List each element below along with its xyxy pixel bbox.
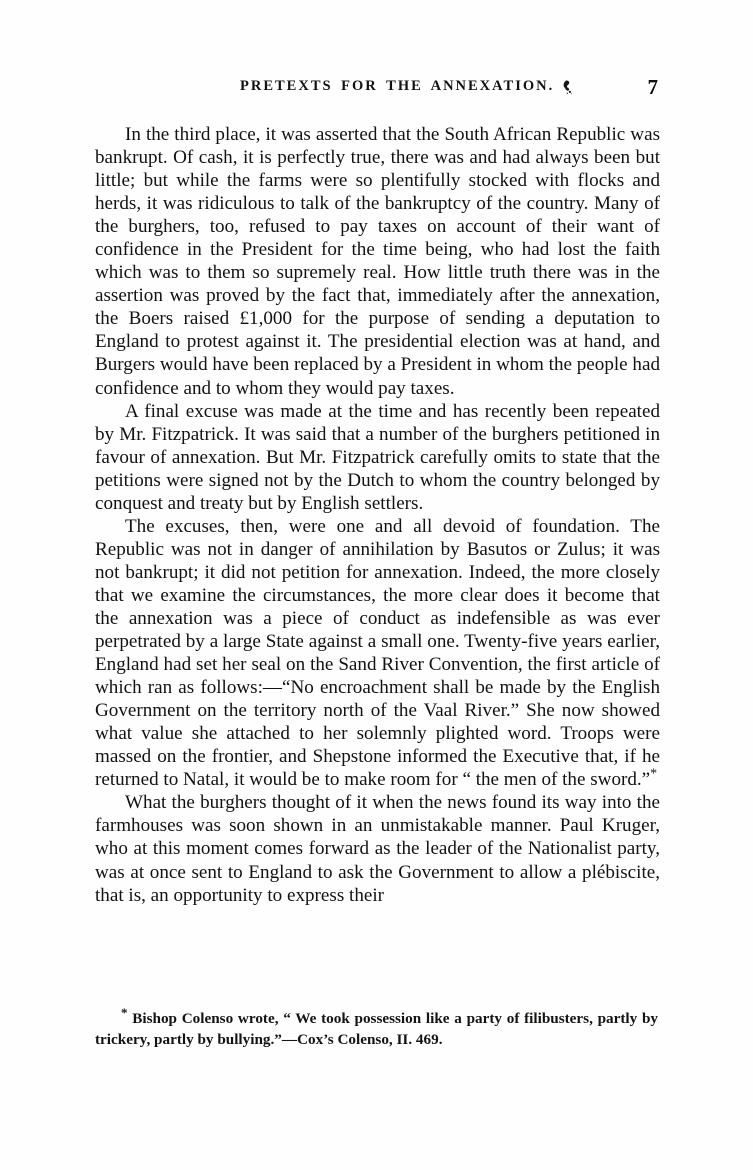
footnote	[95, 1004, 659, 1050]
footnote-text	[95, 1004, 659, 1050]
footnote-body: Bishop Colenso wrote, “ We took possession like a party of filibusters, partly by trickery, partly by bullying.”—Cox’s Colenso, II. 469.	[95, 1010, 659, 1048]
paragraph-text: The excuses, then, were one and all devoid of foundation. The Republic was not in danger of annihilation by Basutos or Zulus; it was not bankrupt; it did not petition for annexation. Indeed, the more closely that we examine the circumstances, the more clear does it become that the annexation was a piece of conduct as indefensible as was ever perpetrated by a large State against a small one. Twenty-five years earlier, England had set her seal on the Sand River Convention, the first article of which ran as follows:—“No encroachment shall be made by the English Government on the territory north of the Vaal River.” She now showed what value she attached to her solemnly plighted word. Troops were massed on the frontier, and Shepstone informed the Executive that, if he returned to Natal, it would be to make room for “ the men of the sword.”	[95, 515, 660, 791]
body-text	[95, 123, 660, 907]
paragraph: What the burghers thought of it when the news found its way into the farmhouses was soon shown in an unmistakable manner. Paul Kruger, who at this moment comes forward as the leader of the Nationalist party, was at once sent to England to ask the Government to allow a plébiscite, that is, an opportunity to express their	[95, 792, 660, 906]
paragraph: A final excuse was made at the time and has recently been repeated by Mr. Fitzpatrick. It was said that a number of the burghers petitioned in favour of annexation. But Mr. Fitzpatrick carefully omits to state that the petitions were signed not by the Dutch to whom the country belonged by conquest and treaty but by English settlers.	[95, 400, 660, 514]
page-title: PRETEXTS FOR THE ANNEXATION.	[240, 78, 555, 94]
page-number: 7	[647, 75, 658, 99]
paragraph	[95, 515, 660, 792]
paragraph: In the third place, it was asserted that the South African Republic was bankrupt. Of cash, it is perfectly true, there was and had always been but little; but while the farms were so plentifully stocked with flocks and herds, it was ridiculous to talk of the bankruptcy of the country. Many of the burghers, too, refused to pay taxes on account of their want of confidence in the President for the time being, who had lost the faith which was to them so supremely real. How little truth there was in the assertion was proved by the fact that, immediately after the annexation, the Boers raised £1,000 for the purpose of sending a deputation to England to protest against it. The presidential election was at hand, and Burgers would have been replaced by a President in whom the people had confidence and to whom they would pay taxes.	[95, 124, 660, 399]
footnote-marker: *	[121, 1004, 128, 1020]
footnote-reference-marker[interactable]: *	[650, 766, 658, 782]
ink-blot-artifact-icon	[561, 80, 574, 95]
running-header	[95, 75, 658, 102]
